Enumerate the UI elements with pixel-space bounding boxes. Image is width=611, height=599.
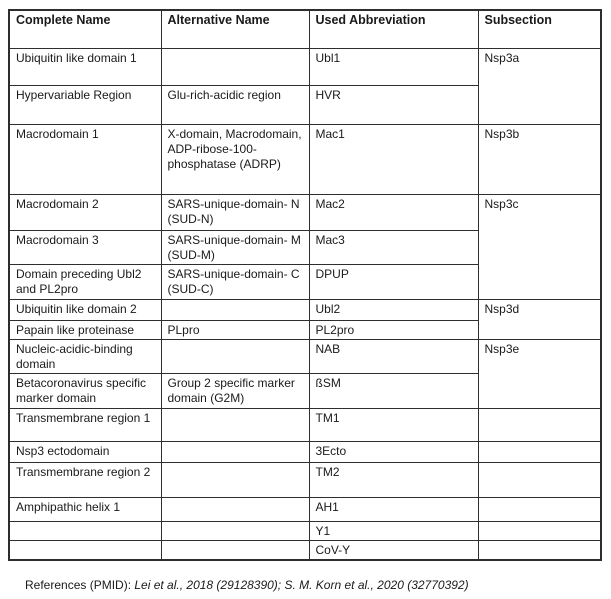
table-row-nab (9, 339, 601, 373)
cell-complete-name: Betacoronavirus specific marker domain (9, 373, 161, 408)
cell-complete-name (9, 521, 161, 540)
table-row-3ecto (9, 441, 601, 462)
table-header-row (9, 10, 601, 48)
cell-abbreviation: TM2 (309, 462, 478, 497)
cell-abbreviation: Mac2 (309, 194, 478, 230)
table-row-ubl2 (9, 299, 601, 320)
table-row-mac2 (9, 194, 601, 230)
references-label: References (PMID): (25, 578, 135, 592)
cell-abbreviation: CoV-Y (309, 540, 478, 560)
cell-alternative-name: X-domain, Macrodomain, ADP-ribose-100-phosphatase (ADRP) (161, 124, 309, 194)
cell-complete-name: Ubiquitin like domain 2 (9, 299, 161, 320)
cell-alternative-name (161, 48, 309, 85)
cell-complete-name: Ubiquitin like domain 1 (9, 48, 161, 85)
table-row-tm2 (9, 462, 601, 497)
table-row-covy (9, 540, 601, 560)
cell-complete-name: Transmembrane region 2 (9, 462, 161, 497)
cell-alternative-name (161, 497, 309, 521)
references-citation: Lei et al., 2018 (29128390); S. M. Korn et al., 2020 (32770392) (134, 578, 469, 592)
cell-complete-name: Macrodomain 1 (9, 124, 161, 194)
cell-subsection-nsp3c: Nsp3c (478, 194, 601, 299)
references-line (25, 578, 469, 593)
cell-complete-name: Hypervariable Region (9, 85, 161, 124)
cell-abbreviation: ßSM (309, 373, 478, 408)
cell-alternative-name: SARS-unique-domain- N (SUD-N) (161, 194, 309, 230)
cell-abbreviation: NAB (309, 339, 478, 373)
cell-subsection-nsp3a: Nsp3a (478, 48, 601, 124)
cell-alternative-name (161, 339, 309, 373)
cell-subsection-nsp3d: Nsp3d (478, 299, 601, 339)
cell-abbreviation: AH1 (309, 497, 478, 521)
cell-complete-name (9, 540, 161, 560)
cell-complete-name: Macrodomain 3 (9, 230, 161, 264)
cell-subsection-empty (478, 408, 601, 441)
cell-subsection-nsp3b: Nsp3b (478, 124, 601, 194)
cell-alternative-name (161, 441, 309, 462)
cell-alternative-name (161, 408, 309, 441)
cell-complete-name: Domain preceding Ubl2 and PL2pro (9, 264, 161, 299)
cell-alternative-name: SARS-unique-domain- M (SUD-M) (161, 230, 309, 264)
table-row-ah1 (9, 497, 601, 521)
cell-alternative-name (161, 462, 309, 497)
table-row-y1 (9, 521, 601, 540)
cell-subsection-empty (478, 462, 601, 497)
cell-abbreviation: Ubl1 (309, 48, 478, 85)
cell-alternative-name: Group 2 specific marker domain (G2M) (161, 373, 309, 408)
column-header-subsection: Subsection (478, 10, 601, 48)
cell-alternative-name: Glu-rich-acidic region (161, 85, 309, 124)
cell-subsection-empty (478, 540, 601, 560)
cell-complete-name: Nucleic-acidic-binding domain (9, 339, 161, 373)
cell-complete-name: Macrodomain 2 (9, 194, 161, 230)
cell-alternative-name (161, 540, 309, 560)
cell-abbreviation: PL2pro (309, 320, 478, 339)
table-row-mac1 (9, 124, 601, 194)
column-header-alternative-name: Alternative Name (161, 10, 309, 48)
cell-complete-name: Amphipathic helix 1 (9, 497, 161, 521)
table-row-ubl1 (9, 48, 601, 85)
cell-subsection-empty (478, 497, 601, 521)
table-row-tm1 (9, 408, 601, 441)
cell-abbreviation: 3Ecto (309, 441, 478, 462)
cell-abbreviation: TM1 (309, 408, 478, 441)
cell-abbreviation: HVR (309, 85, 478, 124)
column-header-complete-name: Complete Name (9, 10, 161, 48)
cell-alternative-name: SARS-unique-domain- C (SUD-C) (161, 264, 309, 299)
cell-complete-name: Transmembrane region 1 (9, 408, 161, 441)
cell-abbreviation: Mac3 (309, 230, 478, 264)
cell-subsection-nsp3e: Nsp3e (478, 339, 601, 408)
cell-abbreviation: Y1 (309, 521, 478, 540)
cell-subsection-empty (478, 521, 601, 540)
column-header-used-abbreviation: Used Abbreviation (309, 10, 478, 48)
cell-complete-name: Papain like proteinase (9, 320, 161, 339)
cell-alternative-name: PLpro (161, 320, 309, 339)
cell-alternative-name (161, 521, 309, 540)
cell-subsection-empty (478, 441, 601, 462)
nsp3-domain-table (8, 9, 602, 561)
cell-abbreviation: DPUP (309, 264, 478, 299)
cell-abbreviation: Mac1 (309, 124, 478, 194)
cell-alternative-name (161, 299, 309, 320)
cell-complete-name: Nsp3 ectodomain (9, 441, 161, 462)
cell-abbreviation: Ubl2 (309, 299, 478, 320)
